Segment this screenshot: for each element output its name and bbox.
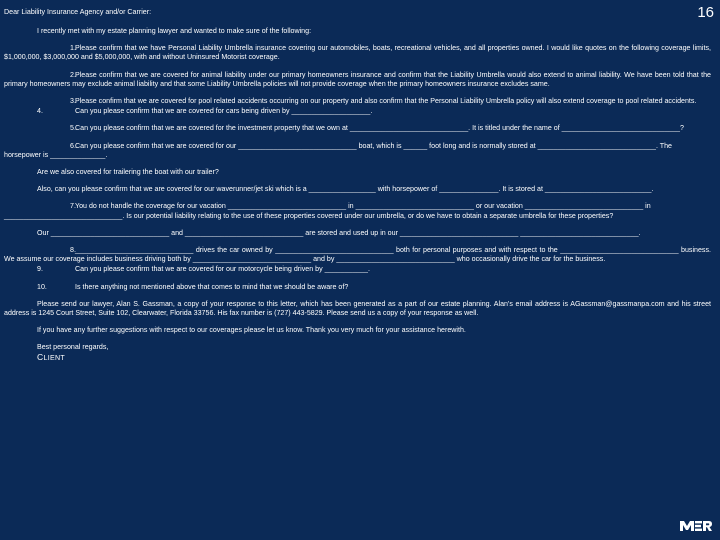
item-2 bbox=[4, 71, 711, 89]
regards: Best personal regards, bbox=[37, 343, 109, 352]
item-3 bbox=[4, 97, 711, 106]
salutation: Dear Liability Insurance Agency and/or Carrier: bbox=[4, 8, 152, 16]
item-2-number: 2. bbox=[70, 70, 76, 79]
item-10-number: 10. bbox=[37, 282, 47, 291]
item-10-text: Is there anything not mentioned above that comes to mind that we should be aware of? bbox=[75, 282, 349, 291]
client-initial: C bbox=[37, 351, 44, 362]
item-2-text: Please confirm that we are covered for animal liability under our primary homeowners insurance and confirm that the Liability Umbrella would also extend to animal liability. We have been told that the primary homeowners may exclude animal liability and that some Liability Umbrella policies will not provide coverage when the primary homeowners insurance excludes same. bbox=[4, 70, 711, 88]
item-5-number: 5. bbox=[70, 124, 76, 133]
page-number: 16 bbox=[697, 4, 714, 21]
item-4-number: 4. bbox=[37, 107, 43, 116]
item-3-text: Please confirm that we are covered for pool related accidents occurring on our property and also confirm that the Personal Liability Umbrella policy will also extend coverage to pool related accidents. bbox=[75, 97, 697, 106]
item-6-number: 6. bbox=[70, 141, 76, 150]
item-8-text: ______________________________ drives the car owned by ______________________________ both for personal purposes and with respect to the ______________________________ business. We assume our coverage includes business driving both by ______________________________ and by ______________________________ who occasionally drive the car for the business. bbox=[4, 246, 711, 264]
intro-paragraph: I recently met with my estate planning lawyer and wanted to make sure of the following: bbox=[37, 27, 312, 35]
item-5 bbox=[4, 124, 711, 133]
item-5-text: Can you please confirm that we are covered for the investment property that we own at ______________________________. It is titled under the name of ______________________________? bbox=[75, 124, 684, 133]
item-9-text: Can you please confirm that we are covered for our motorcycle being driven by ___________. bbox=[75, 265, 370, 274]
item-6-trailer: Are we also covered for trailering the boat with our trailer? bbox=[37, 168, 219, 177]
client-rest: LIENT bbox=[43, 353, 66, 362]
item-7-number: 7. bbox=[70, 202, 76, 211]
item-1-number: 1. bbox=[70, 44, 76, 53]
item-8 bbox=[4, 246, 711, 264]
item-7-text: You do not handle the coverage for our vacation ______________________________ in ______________________________ or our vacation ______________________________ in ______________________________. Is our potential liability relating to the use of these properties covered under our umbrella, or do we have to obtain a separate umbrella for these properties? bbox=[4, 202, 651, 220]
item-10 bbox=[4, 283, 711, 292]
logo-icon bbox=[679, 518, 713, 532]
item-8-number: 8. bbox=[70, 246, 76, 255]
item-7-storage: Our ______________________________ and ______________________________ are stored and used up in our ______________________________ ______________________________. bbox=[37, 228, 641, 237]
item-1 bbox=[4, 44, 711, 62]
item-6-text: Can you please confirm that we are covered for our ______________________________ boat, which is ______ foot long and is normally stored at ______________________________. The horsepower is ______________. bbox=[4, 141, 672, 159]
client-signature bbox=[4, 353, 711, 363]
item-7 bbox=[4, 202, 711, 220]
item-6 bbox=[4, 142, 711, 160]
closing-paragraph-1: Please send our lawyer, Alan S. Gassman, a copy of your response to this letter, which has been generated as a part of our estate planning. Alan's email address is AGassman@gassmanpa.com and his street address is 1245 Court Street, Suite 102, Clearwater, Florida 33756. His fax number is (727) 443-5829. Please send us a copy of your response as well. bbox=[4, 299, 711, 318]
closing-paragraph-2: If you have any further suggestions with respect to our coverages please let us know. Thank you very much for your assistance herewith. bbox=[37, 326, 466, 335]
item-9-number: 9. bbox=[37, 265, 43, 274]
letter-body bbox=[4, 27, 711, 363]
item-4-text: Can you please confirm that we are covered for cars being driven by ____________________. bbox=[75, 107, 373, 116]
item-1-text: Please confirm that we have Personal Liability Umbrella insurance covering our automobiles, boats, recreational vehicles, and all properties owned. I would like quotes on the following coverage limits, $1,000,000, $3,000,000 and $5,000,000, with and without Uninsured Motorist coverage. bbox=[4, 44, 711, 62]
item-6-waverunner: Also, can you please confirm that we are covered for our waverunner/jet ski which is a _________________ with horsepower of _______________. It is stored at ___________________________. bbox=[37, 185, 654, 194]
item-3-number: 3. bbox=[70, 97, 76, 106]
item-4 bbox=[4, 107, 711, 116]
item-9 bbox=[4, 265, 711, 274]
